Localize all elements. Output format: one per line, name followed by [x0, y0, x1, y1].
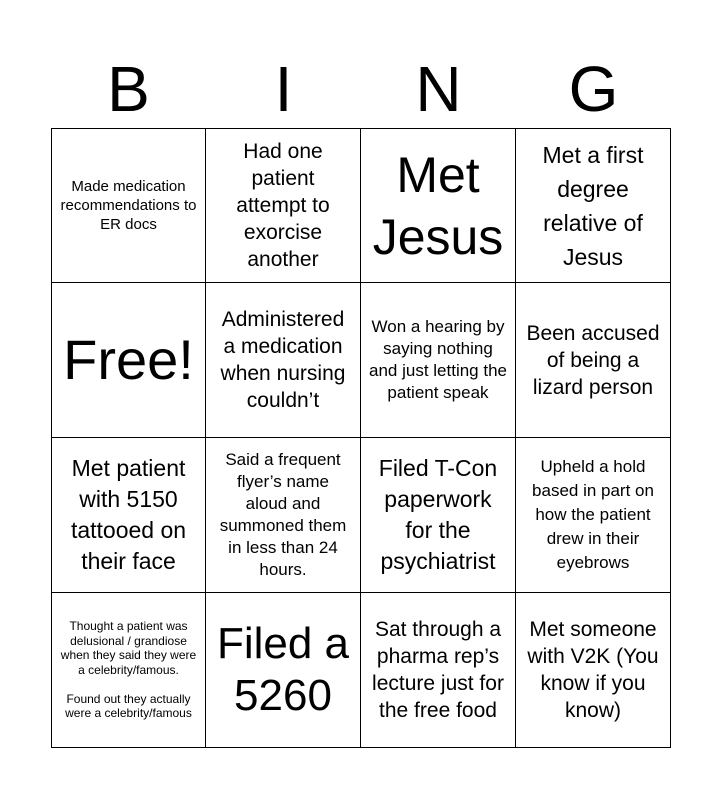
cell-text: Filed a 5260: [216, 619, 350, 720]
bingo-cell-r4c2[interactable]: [206, 593, 361, 748]
bingo-cell-r2c4[interactable]: [516, 283, 671, 438]
bingo-cell-r4c1[interactable]: [51, 593, 206, 748]
bingo-cell-r1c4[interactable]: [516, 128, 671, 283]
bingo-cell-r3c1[interactable]: [51, 438, 206, 593]
header-letter-n: N: [415, 53, 462, 125]
header-letter-b: B: [107, 53, 150, 125]
cell-text: Made medication recommendations to ER docs: [60, 178, 197, 233]
cell-text: Had one patient attempt to exorcise another: [236, 140, 330, 271]
bingo-cell-r2c2[interactable]: [206, 283, 361, 438]
cell-text: Sat through a pharma rep’s lecture just for the free food: [372, 618, 504, 722]
bingo-cell-r3c4[interactable]: [516, 438, 671, 593]
cell-text: Met a first degree relative of Jesus: [542, 141, 644, 270]
header-letter-g: G: [568, 53, 619, 125]
free-space-text: Free!: [63, 328, 194, 391]
bingo-cell-r4c3[interactable]: [361, 593, 516, 748]
header-letter-i: I: [274, 53, 293, 125]
cell-text: Met someone with V2K (You know if you know): [527, 618, 659, 722]
bingo-cell-r3c3[interactable]: [361, 438, 516, 593]
bingo-cell-r1c1[interactable]: [51, 128, 206, 283]
cell-text: Met patient with 5150 tattooed on their face: [70, 455, 187, 574]
bingo-cell-free[interactable]: [51, 283, 206, 438]
bingo-header: [51, 50, 671, 128]
cell-text: Said a frequent flyer’s name aloud and summoned them in less than 24 hours.: [219, 450, 347, 579]
bingo-board: [51, 128, 671, 748]
bingo-cell-r1c3[interactable]: [361, 128, 516, 283]
cell-text: Thought a patient was delusional / grandiose when they said they were a celebrity/famous. Found out they actually were a celebrity/famous: [60, 619, 197, 721]
bingo-cell-r2c3[interactable]: [361, 283, 516, 438]
cell-text: Upheld a hold based in part on how the patient drew in their eyebrows: [532, 457, 654, 572]
cell-text: Been accused of being a lizard person: [526, 321, 660, 399]
cell-text: Administered a medication when nursing couldn’t: [220, 308, 346, 412]
bingo-cell-r4c4[interactable]: [516, 593, 671, 748]
bingo-cell-r1c2[interactable]: [206, 128, 361, 283]
cell-text: Filed T-Con paperwork for the psychiatrist: [378, 455, 498, 574]
cell-text: Met Jesus: [372, 146, 504, 265]
cell-text: Won a hearing by saying nothing and just letting the patient speak: [369, 317, 507, 402]
bingo-cell-r3c2[interactable]: [206, 438, 361, 593]
